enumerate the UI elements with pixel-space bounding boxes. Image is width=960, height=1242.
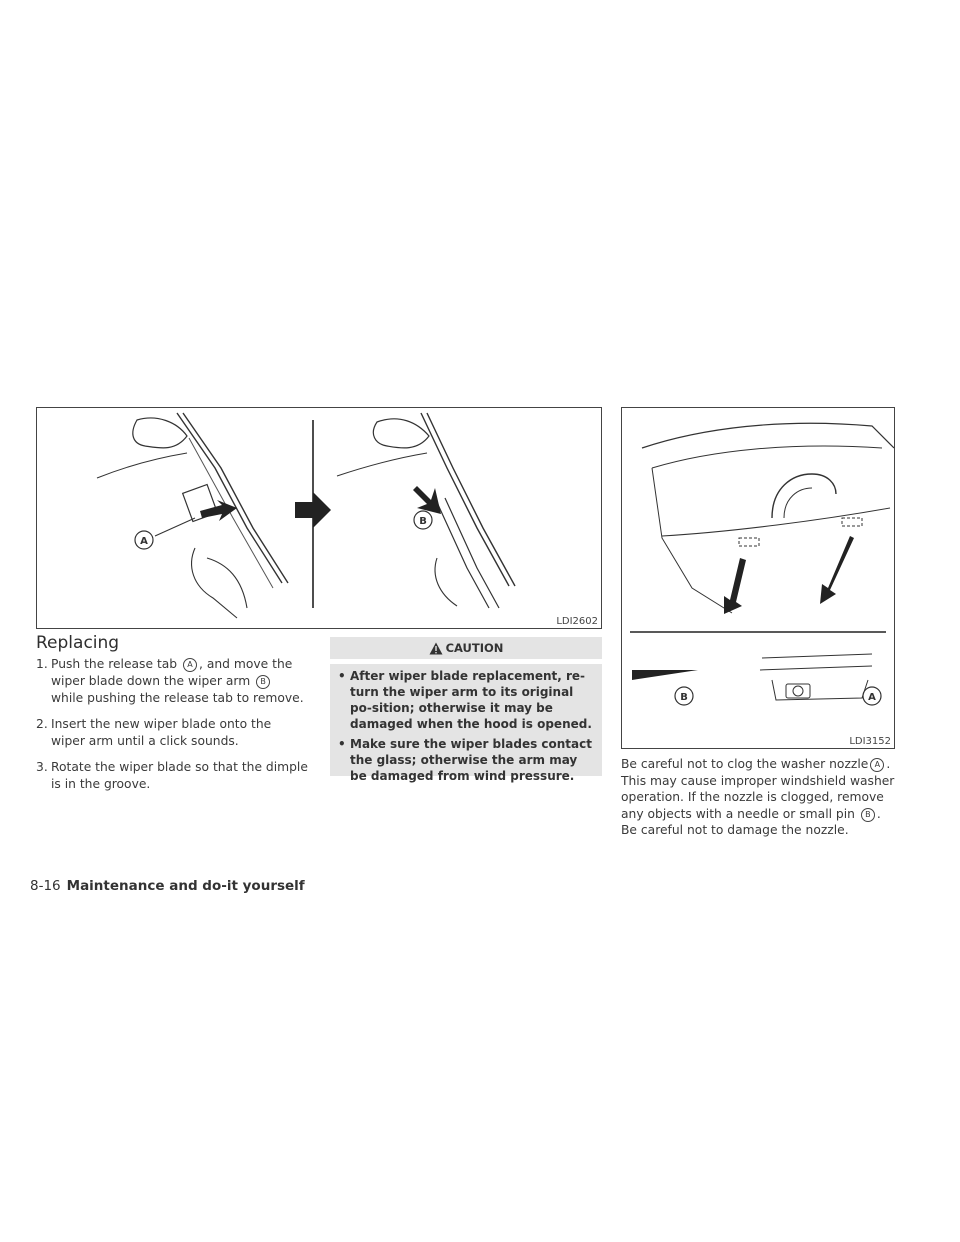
section-title: Maintenance and do-it yourself (66, 878, 305, 894)
svg-text:B: B (419, 516, 427, 527)
step-number: 3. (36, 760, 48, 774)
nozzle-paragraph (621, 756, 895, 839)
section-heading: Replacing (36, 633, 120, 653)
washer-nozzle-drawing (622, 408, 894, 748)
step-text: , and move the wiper blade down the wiper arm (51, 657, 293, 688)
svg-text:A: A (140, 536, 148, 547)
step-3 (36, 759, 308, 793)
callout-marker-b: B (256, 675, 270, 689)
caution-bullet: • After wiper blade replacement, re-turn the wiper arm to its original po-sition; otherwise it may be damaged when the hood is opened. (338, 669, 592, 731)
page-number: 8-16 (30, 878, 61, 894)
callout-marker-a: A (183, 658, 197, 672)
figure-code: LDI2602 (556, 616, 598, 627)
washer-nozzle-illustration (621, 407, 895, 749)
caution-text: Make sure the wiper blades contact the glass; otherwise the arm may be damaged from wind pressure. (350, 737, 592, 783)
caution-title: CAUTION (445, 641, 504, 655)
step-number: 2. (36, 717, 48, 731)
wiper-replacement-illustration (36, 407, 602, 629)
figure-code: LDI3152 (849, 736, 891, 747)
replacement-steps (36, 656, 308, 802)
caution-bullet: • Make sure the wiper blades contact the glass; otherwise the arm may be damaged from wind pressure. (338, 737, 592, 783)
step-text: Rotate the wiper blade so that the dimple is in the groove. (51, 760, 308, 791)
step-2 (36, 716, 308, 750)
step-text: Insert the new wiper blade onto the wiper arm until a click sounds. (51, 717, 272, 748)
step-number: 1. (36, 657, 48, 671)
caution-text: After wiper blade replacement, re-turn the wiper arm to its original po-sition; otherwise it may be damaged when the hood is opened. (350, 669, 592, 731)
wiper-blade-drawing (37, 408, 601, 628)
warning-triangle-icon (429, 642, 443, 655)
step-text: while pushing the release tab to remove. (51, 691, 304, 705)
paragraph-text: Be careful not to clog the washer nozzle (621, 757, 869, 771)
step-1 (36, 656, 308, 707)
paragraph-text: . This may cause improper windshield washer operation. If the nozzle is clogged, remove any objects with a needle or small pin (621, 757, 895, 821)
svg-text:A: A (868, 692, 876, 703)
svg-text:B: B (680, 692, 688, 703)
page-footer (30, 878, 305, 894)
caution-header (330, 637, 602, 659)
step-text: Push the release tab (51, 657, 178, 671)
caution-box (330, 664, 602, 783)
callout-marker-b: B (861, 808, 875, 822)
paragraph-text: . Be careful not to damage the nozzle. (621, 806, 881, 837)
callout-marker-a: A (870, 758, 884, 772)
